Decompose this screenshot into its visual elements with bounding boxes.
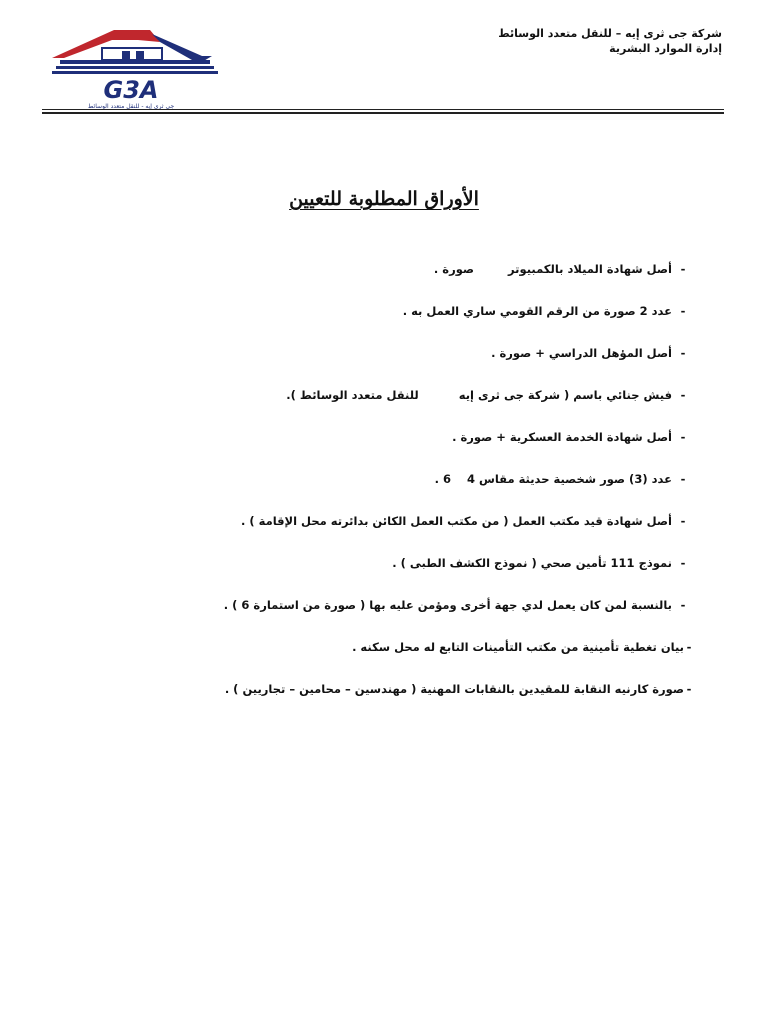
list-bullet: - [680, 262, 686, 276]
item-text: عدد (3) صور شخصية حديثة مقاس 4 [466, 472, 672, 486]
item-text: عدد 2 صورة من الرقم القومي ساري العمل به . [402, 304, 672, 318]
logo-graphic [42, 26, 220, 110]
company-info [498, 26, 722, 56]
item-text-secondary: 6 . [434, 472, 451, 486]
list-item [223, 592, 694, 634]
item-text: نموذج 111 تأمين صحي ( نموذج الكشف الطبى ) . [392, 556, 672, 570]
list-bullet: - [680, 598, 686, 612]
document-title: الأوراق المطلوبة للتعيين [289, 188, 479, 210]
list-bullet: - [680, 514, 686, 528]
list-item [234, 634, 694, 676]
list-item [234, 256, 694, 298]
list-item [234, 382, 694, 424]
logo-cab [102, 48, 162, 60]
item-text: أصل شهادة الميلاد بالكمبيوتر [508, 262, 672, 276]
list-bullet: - [680, 430, 686, 444]
item-text: أصل شهادة الخدمة العسكرية + صورة . [452, 430, 672, 444]
list-item [224, 676, 694, 718]
list-bullet: - [680, 304, 686, 318]
header-divider-thick [42, 112, 724, 114]
list-item [234, 550, 694, 592]
department-name: إدارة الموارد البشرية [609, 42, 722, 55]
list-item [234, 466, 694, 508]
list-item [234, 424, 694, 466]
item-text-secondary: للنقل متعدد الوسائط ). [286, 388, 419, 402]
item-text-secondary: صورة . [433, 262, 475, 276]
item-text: بالنسبة لمن كان يعمل لدي جهة أخرى ومؤمن عليه بها ( صورة من استمارة 6 ) . [223, 598, 672, 612]
list-item [234, 508, 694, 550]
logo-window [122, 51, 130, 59]
list-bullet: - [680, 556, 686, 570]
logo-window [136, 51, 144, 59]
company-logo [42, 26, 220, 110]
list-item [234, 298, 694, 340]
list-item [234, 340, 694, 382]
company-name: شركة جى ثرى إيه – للنقل متعدد الوسائط [498, 27, 722, 40]
logo-stripe [52, 71, 218, 74]
logo-stripe [56, 66, 214, 69]
item-text: فيش جنائي باسم ( شركة جى ثرى إيه [458, 388, 672, 402]
list-bullet: - [680, 472, 686, 486]
list-bullet: - [686, 640, 692, 654]
item-text: أصل شهادة قيد مكتب العمل ( من مكتب العمل الكائن بدائرته محل الإقامة ) . [240, 514, 672, 528]
letterhead [0, 0, 768, 112]
item-text: أصل المؤهل الدراسي + صورة . [491, 346, 672, 360]
header-divider [42, 109, 724, 110]
list-bullet: - [680, 346, 686, 360]
logo-text: G3A [103, 76, 159, 104]
logo-subtitle: جى ثرى إيه - للنقل متعدد الوسائط [87, 103, 175, 110]
list-bullet: - [686, 682, 692, 696]
requirements-list [223, 256, 694, 718]
item-text: بيان تغطية تأمينية من مكتب التأمينات التابع له محل سكنه . [352, 640, 684, 654]
list-bullet: - [680, 388, 686, 402]
item-text: صورة كارنيه النقابة للمقيدين بالنقابات المهنية ( مهندسين – محامين – تجاريين ) . [224, 682, 684, 696]
